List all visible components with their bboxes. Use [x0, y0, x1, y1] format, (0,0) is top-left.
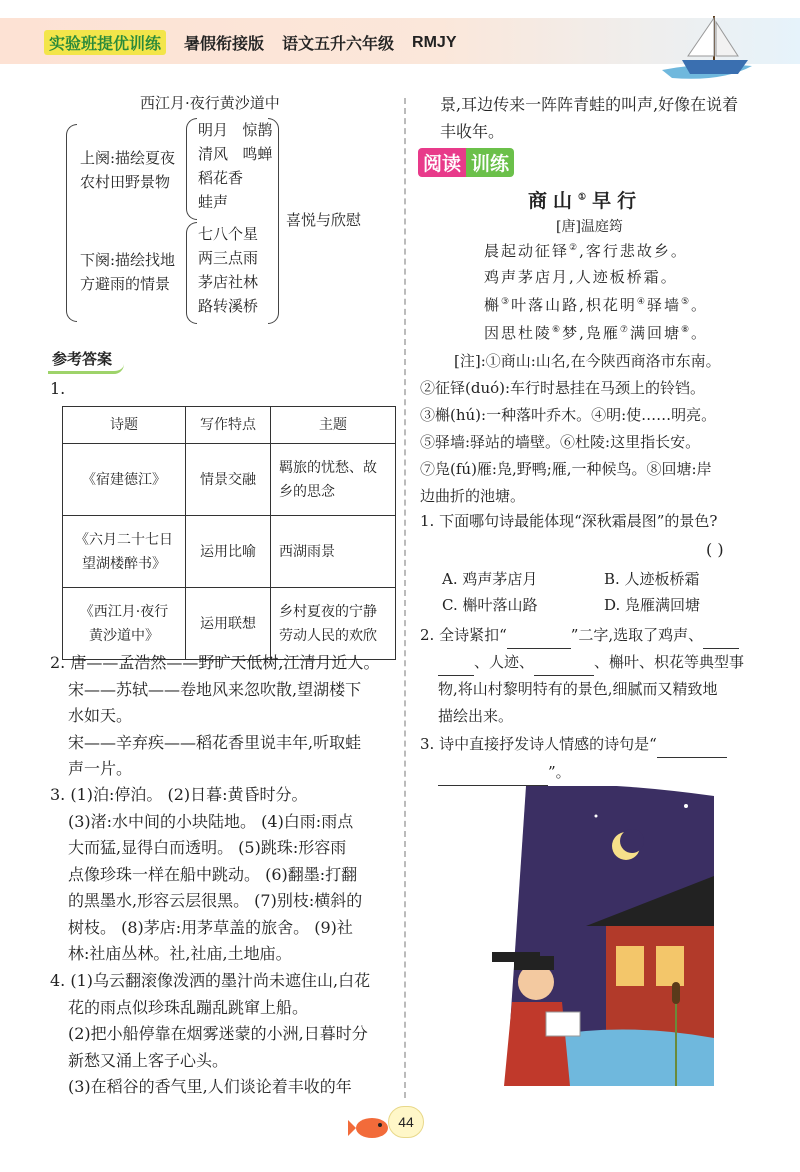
reading-practice-badge — [418, 148, 514, 177]
poem-text: 梦,凫雁 — [562, 324, 620, 342]
q2-text: 、人迹、 — [474, 653, 535, 671]
lower-label — [80, 248, 175, 296]
table-cell-title — [63, 588, 186, 660]
scholar-pavilion-illustration — [486, 786, 716, 1096]
series-name: 实验班提优训练 — [44, 30, 166, 55]
answers-heading: 参考答案 — [48, 348, 124, 374]
answer-table — [62, 406, 396, 660]
upper-item: 惊鹊 — [242, 121, 273, 139]
title-line: 《六月二十七日 — [75, 531, 173, 548]
continued-line: 丰收年。 — [440, 121, 505, 141]
note-mark: ⑧ — [680, 325, 692, 335]
q1-number: 1. — [50, 379, 66, 398]
continued-answer — [440, 92, 770, 145]
upper-label — [80, 146, 175, 194]
poem-title-b: 早行 — [592, 190, 643, 212]
answer-line: 宋——辛弃疾——稻花香里说丰年,听取蛙 — [68, 732, 362, 752]
option-b[interactable]: B. 人迹板桥霜 — [604, 570, 700, 588]
note-mark: ⑥ — [552, 325, 563, 335]
blank-field[interactable] — [438, 661, 474, 676]
upper-label-line-1: 上阕:描绘夏夜 — [80, 149, 176, 167]
fish-icon — [348, 1110, 392, 1144]
answer-q4 — [50, 968, 402, 1101]
note-line: ③槲(hú):一种落叶乔木。④明:使……明亮。 — [420, 406, 717, 424]
upper-item: 清风 — [198, 145, 229, 163]
lower-item: 茅店社林 — [198, 273, 259, 291]
theme-line: 乡村夏夜的宁静 — [279, 603, 377, 620]
theme-line: 劳动人民的欢欣 — [279, 627, 377, 644]
answer-line: 点像珍珠一样在船中跳动。 (6)翻墨:打翻 — [68, 864, 358, 884]
answer-line: 声一片。 — [68, 759, 133, 778]
note-mark: ④ — [636, 297, 647, 307]
answer-line: (3)在稻谷的香气里,人们谈论着丰收的年 — [68, 1077, 352, 1096]
q2-text: 物,将山村黎明特有的景色,细腻而又精致地 — [438, 680, 718, 698]
answer-line: 宋——苏轼——卷地风来忽吹散,望湖楼下 — [68, 679, 362, 699]
title-line: 望湖楼醉书》 — [82, 555, 166, 572]
header — [44, 30, 457, 55]
poem-text: 叶落山路,枳花明 — [511, 296, 637, 314]
table-cell-title: 《宿建德江》 — [63, 444, 186, 516]
poem-title — [528, 186, 642, 213]
table-cell-theme — [271, 516, 396, 588]
lower-item: 路转溪桥 — [198, 297, 259, 315]
title-line: 黄沙道中》 — [89, 627, 159, 644]
lower-item: 七八个星 — [198, 225, 259, 243]
column-divider — [404, 98, 406, 1098]
note-line: ⑤驿墙:驿站的墙壁。⑥杜陵:这里指长安。 — [420, 433, 701, 451]
title-line: 《西江月·夜行 — [79, 603, 169, 620]
option-d[interactable]: D. 凫雁满回塘 — [604, 596, 701, 614]
poem-text: 。 — [691, 324, 709, 342]
upper-items — [198, 118, 272, 214]
theme-line: 羁旅的忧愁、故 — [279, 459, 377, 476]
subject-name: 语文五升六年级 — [282, 36, 395, 53]
poem-line: 鸡声茅店月,人迹板桥霜。 — [484, 268, 678, 286]
theme-line: 西湖雨景 — [279, 543, 335, 560]
table-cell-feature: 运用比喻 — [186, 516, 271, 588]
upper-label-line-2: 农村田野景物 — [80, 173, 171, 191]
table-cell-title — [63, 516, 186, 588]
answer-line: 的黑墨水,形容云层很黑。 (7)别枝:横斜的 — [68, 891, 363, 910]
emotion-brace — [268, 118, 279, 324]
note-line: ⑦凫(fú)雁:凫,野鸭;雁,一种候鸟。⑧回塘:岸 — [420, 460, 712, 478]
poem-author: [唐]温庭筠 — [556, 219, 623, 235]
publisher-code: RMJY — [412, 33, 457, 51]
poem-title-a: 商山 — [528, 190, 579, 212]
answer-line: 4. (1)乌云翻滚像泼洒的墨汁尚未遮住山,白花 — [50, 971, 371, 990]
continued-line: 景,耳边传来一阵阵青蛙的叫声,好像在说着 — [440, 95, 739, 114]
poem-line — [484, 240, 688, 261]
upper-brace — [186, 118, 197, 220]
upper-item: 明月 — [198, 121, 229, 139]
blank-field[interactable] — [703, 634, 739, 649]
answer-line: 新愁又涌上客子心头。 — [68, 1050, 229, 1070]
q2-text: 描绘出来。 — [438, 707, 514, 725]
question-2 — [420, 622, 770, 730]
poem-text: 。 — [691, 296, 709, 314]
option-a[interactable]: A. 鸡声茅店月 — [442, 570, 538, 588]
table-row — [63, 444, 396, 516]
poem-text: ,客行悲故乡。 — [579, 242, 688, 260]
upper-item: 鸣蝉 — [242, 145, 273, 163]
blank-field[interactable] — [507, 634, 571, 649]
table-cell-feature: 运用联想 — [186, 588, 271, 660]
edition-name: 暑假衔接版 — [184, 36, 265, 53]
page-number: 44 — [388, 1106, 424, 1138]
blank-field[interactable] — [534, 661, 594, 676]
poem-title-note: ① — [578, 192, 593, 203]
poem-text: 槲 — [484, 296, 502, 314]
note-line: 边曲折的池塘。 — [420, 487, 526, 505]
table-cell-theme — [271, 588, 396, 660]
outline-title: 西江月·夜行黄沙道中 — [140, 94, 280, 112]
poem-text: 满回塘 — [629, 324, 681, 342]
outline-main-brace — [66, 124, 77, 322]
note-mark: ③ — [501, 297, 512, 307]
badge-part-b: 训练 — [466, 148, 514, 177]
poem-line — [484, 322, 708, 343]
upper-item: 蛙声 — [198, 193, 229, 211]
answer-line: 3. (1)泊:停泊。 (2)日暮:黄昏时分。 — [50, 785, 308, 804]
note-mark: ⑦ — [619, 325, 630, 335]
note-line: ②征铎(duó):车行时悬挂在马颈上的铃铛。 — [420, 379, 706, 397]
question-1: 1. 下面哪句诗最能体现“深秋霜晨图”的景色? — [420, 512, 718, 530]
table-cell-feature: 情景交融 — [186, 444, 271, 516]
table-row — [63, 516, 396, 588]
note-line: [注]:①商山:山名,在今陕西商洛市东南。 — [454, 352, 721, 370]
lower-items — [198, 222, 258, 318]
poem-text: 驿墙 — [646, 296, 681, 314]
poem-line — [484, 294, 708, 315]
answer-line: 大而猛,显得白而透明。 (5)跳珠:形容雨 — [68, 838, 347, 857]
answer-paren[interactable]: ( ) — [706, 540, 724, 559]
note-mark: ② — [569, 243, 580, 253]
table-cell-theme — [271, 444, 396, 516]
answer-line: (3)渚:水中间的小块陆地。 (4)白雨:雨点 — [68, 811, 354, 831]
question-3 — [420, 730, 770, 786]
table-header: 写作特点 — [186, 407, 271, 444]
table-header: 诗题 — [63, 407, 186, 444]
lower-item: 两三点雨 — [198, 249, 259, 267]
q2-text: 2. 全诗紧扣“ — [420, 626, 507, 644]
blank-field[interactable] — [438, 771, 548, 786]
answer-line: 树枝。 (8)茅店:用茅草盖的旅舍。 (9)社 — [68, 917, 353, 937]
table-header-row — [63, 407, 396, 444]
answer-line: 2. 唐——孟浩然——野旷天低树,江清月近人。 — [50, 653, 380, 672]
poem-text: 晨起动征铎 — [484, 242, 570, 260]
note-mark: ⑤ — [680, 297, 692, 307]
poem-notes — [420, 348, 776, 510]
answer-q2 — [50, 650, 400, 783]
badge-part-a: 阅读 — [418, 148, 466, 177]
answer-line: (2)把小船停靠在烟雾迷蒙的小洲,日暮时分 — [68, 1024, 368, 1043]
table-header: 主题 — [271, 407, 396, 444]
outline-emotion: 喜悦与欣慰 — [286, 211, 362, 229]
q3-text: 3. 诗中直接抒发诗人情感的诗句是“ — [420, 735, 657, 753]
option-c[interactable]: C. 槲叶落山路 — [442, 596, 538, 614]
lower-label-line-2: 方避雨的情景 — [80, 275, 171, 293]
theme-line: 乡的思念 — [279, 483, 335, 500]
answer-line: 水如天。 — [68, 706, 133, 725]
poem-text: 因思杜陵 — [484, 324, 553, 342]
table-row — [63, 588, 396, 660]
upper-item: 稻花香 — [198, 169, 244, 187]
lower-brace — [186, 222, 197, 324]
answer-q3 — [50, 782, 402, 968]
answer-line: 花的雨点似珍珠乱蹦乱跳窜上船。 — [68, 997, 309, 1017]
lower-label-line-1: 下阕:描绘找地 — [80, 251, 176, 269]
q3-text: ”。 — [548, 763, 571, 781]
answer-line: 林:社庙丛林。社,社庙,土地庙。 — [68, 944, 292, 963]
blank-field[interactable] — [657, 743, 727, 758]
sailboat-illustration — [652, 12, 772, 84]
q2-text: ”二字,选取了鸡声、 — [570, 626, 704, 644]
q2-text: 、槲叶、枳花等典型事 — [594, 653, 745, 671]
